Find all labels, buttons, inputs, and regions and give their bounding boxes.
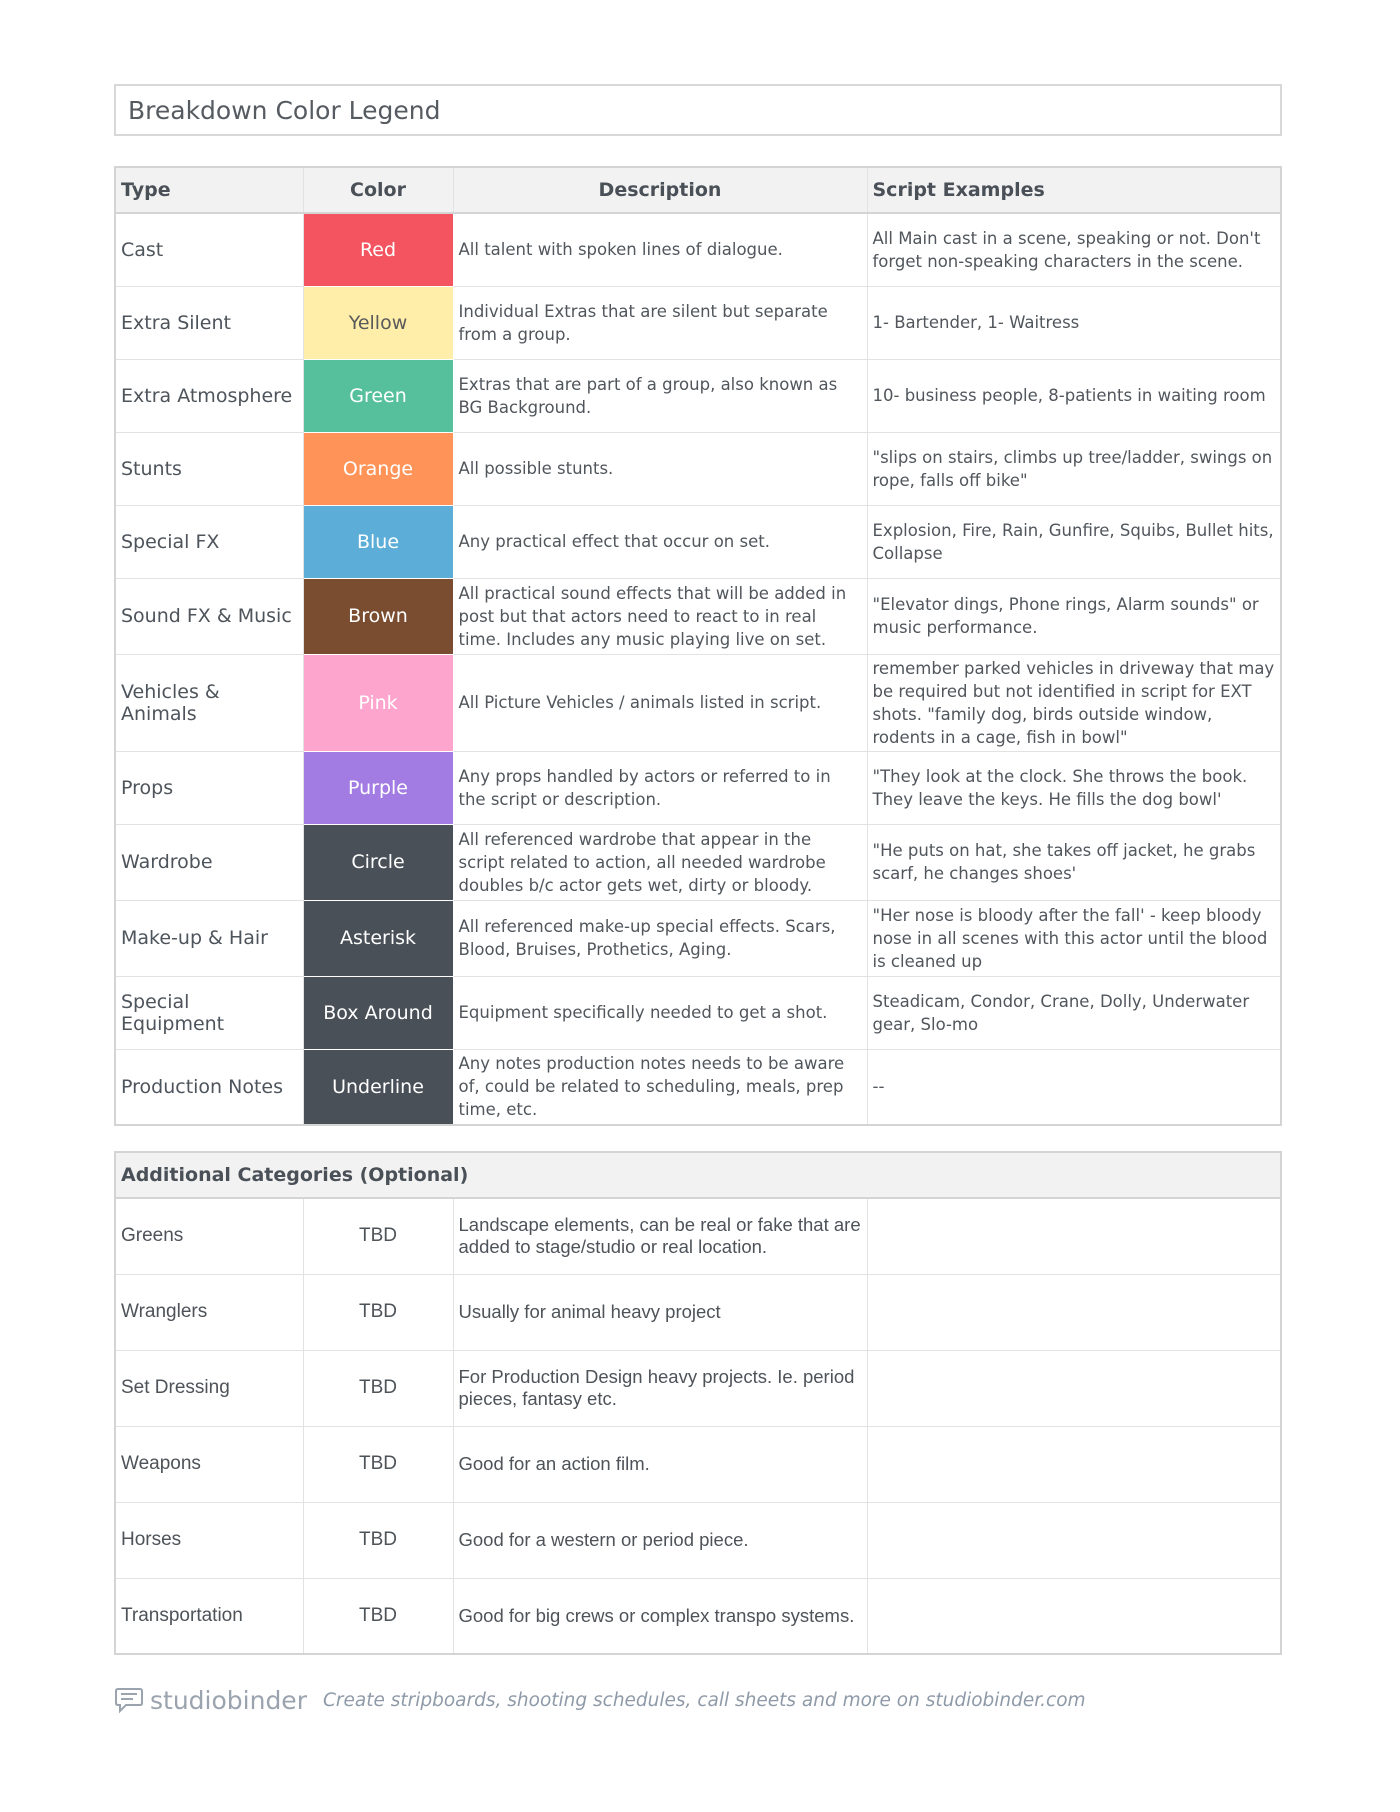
legend-row bbox=[115, 432, 1281, 505]
row-type: Extra Silent bbox=[115, 286, 303, 359]
row-type: Make-up & Hair bbox=[115, 900, 303, 976]
additional-categories-header: Additional Categories (Optional) bbox=[115, 1152, 1281, 1198]
row-description: All possible stunts. bbox=[453, 432, 867, 505]
color-swatch: Asterisk bbox=[303, 900, 453, 976]
studiobinder-logo[interactable] bbox=[114, 1686, 307, 1715]
legend-row bbox=[115, 824, 1281, 900]
legend-row bbox=[115, 578, 1281, 654]
row-color: TBD bbox=[303, 1426, 453, 1502]
row-color: TBD bbox=[303, 1350, 453, 1426]
additional-row bbox=[115, 1274, 1281, 1350]
row-type: Vehicles & Animals bbox=[115, 654, 303, 751]
row-type: Cast bbox=[115, 213, 303, 286]
additional-row bbox=[115, 1578, 1281, 1654]
row-description: Good for big crews or complex transpo systems. bbox=[453, 1578, 867, 1654]
legend-row bbox=[115, 751, 1281, 824]
footer-tagline: Create stripboards, shooting schedules, call sheets and more on studiobinder.com bbox=[322, 1689, 1086, 1711]
legend-row bbox=[115, 900, 1281, 976]
color-swatch: Underline bbox=[303, 1049, 453, 1125]
row-type: Special FX bbox=[115, 505, 303, 578]
page-title: Breakdown Color Legend bbox=[114, 84, 1282, 136]
row-description: All referenced wardrobe that appear in the script related to action, all needed wardrobe doubles b/c actor gets wet, dirty or bloody. bbox=[453, 824, 867, 900]
row-color: TBD bbox=[303, 1198, 453, 1274]
additional-header-row bbox=[115, 1152, 1281, 1198]
legend-row bbox=[115, 505, 1281, 578]
row-description: All Picture Vehicles / animals listed in script. bbox=[453, 654, 867, 751]
additional-categories-table bbox=[114, 1151, 1282, 1655]
row-script-example bbox=[867, 1274, 1281, 1350]
row-description: Good for an action film. bbox=[453, 1426, 867, 1502]
color-swatch: Orange bbox=[303, 432, 453, 505]
row-type: Stunts bbox=[115, 432, 303, 505]
legend-row bbox=[115, 213, 1281, 286]
row-type: Production Notes bbox=[115, 1049, 303, 1125]
color-swatch: Purple bbox=[303, 751, 453, 824]
header-description: Description bbox=[453, 167, 867, 213]
row-description: Any notes production notes needs to be aware of, could be related to scheduling, meals, prep time, etc. bbox=[453, 1049, 867, 1125]
row-description: All talent with spoken lines of dialogue. bbox=[453, 213, 867, 286]
logo-text: studiobinder bbox=[150, 1685, 307, 1715]
row-script-example bbox=[867, 1198, 1281, 1274]
row-script-example: "They look at the clock. She throws the book. They leave the keys. He fills the dog bowl' bbox=[867, 751, 1281, 824]
header-color: Color bbox=[303, 167, 453, 213]
row-type: Extra Atmosphere bbox=[115, 359, 303, 432]
legend-row bbox=[115, 976, 1281, 1049]
row-script-example: 10- business people, 8-patients in waiting room bbox=[867, 359, 1281, 432]
row-description: Landscape elements, can be real or fake that are added to stage/studio or real location. bbox=[453, 1198, 867, 1274]
legend-row bbox=[115, 359, 1281, 432]
additional-row bbox=[115, 1198, 1281, 1274]
row-color: TBD bbox=[303, 1274, 453, 1350]
additional-row bbox=[115, 1502, 1281, 1578]
row-description: Usually for animal heavy project bbox=[453, 1274, 867, 1350]
row-description: Good for a western or period piece. bbox=[453, 1502, 867, 1578]
legend-row bbox=[115, 654, 1281, 751]
row-script-example: "Elevator dings, Phone rings, Alarm sounds" or music performance. bbox=[867, 578, 1281, 654]
row-description: All practical sound effects that will be added in post but that actors need to react to in real time. Includes any music playing live on set. bbox=[453, 578, 867, 654]
row-script-example bbox=[867, 1578, 1281, 1654]
color-swatch: Circle bbox=[303, 824, 453, 900]
legend-row bbox=[115, 1049, 1281, 1125]
row-color: TBD bbox=[303, 1578, 453, 1654]
header-type: Type bbox=[115, 167, 303, 213]
color-swatch: Blue bbox=[303, 505, 453, 578]
row-type: Transportation bbox=[115, 1578, 303, 1654]
color-swatch: Green bbox=[303, 359, 453, 432]
row-type: Set Dressing bbox=[115, 1350, 303, 1426]
additional-row bbox=[115, 1350, 1281, 1426]
row-script-example: 1- Bartender, 1- Waitress bbox=[867, 286, 1281, 359]
row-type: Horses bbox=[115, 1502, 303, 1578]
color-swatch: Yellow bbox=[303, 286, 453, 359]
row-script-example: All Main cast in a scene, speaking or not. Don't forget non-speaking characters in the scene. bbox=[867, 213, 1281, 286]
legend-table bbox=[114, 166, 1282, 1126]
row-script-example: Steadicam, Condor, Crane, Dolly, Underwater gear, Slo-mo bbox=[867, 976, 1281, 1049]
row-type: Weapons bbox=[115, 1426, 303, 1502]
row-description: Any practical effect that occur on set. bbox=[453, 505, 867, 578]
color-swatch: Brown bbox=[303, 578, 453, 654]
row-script-example: Explosion, Fire, Rain, Gunfire, Squibs, Bullet hits, Collapse bbox=[867, 505, 1281, 578]
row-description: Individual Extras that are silent but separate from a group. bbox=[453, 286, 867, 359]
legend-header-row bbox=[115, 167, 1281, 213]
row-script-example: remember parked vehicles in driveway that may be required but not identified in script for EXT shots. "family dog, birds outside window, rodents in a cage, fish in bowl" bbox=[867, 654, 1281, 751]
row-type: Props bbox=[115, 751, 303, 824]
color-swatch: Pink bbox=[303, 654, 453, 751]
row-type: Wardrobe bbox=[115, 824, 303, 900]
row-description: Any props handled by actors or referred to in the script or description. bbox=[453, 751, 867, 824]
row-script-example: "He puts on hat, she takes off jacket, he grabs scarf, he changes shoes' bbox=[867, 824, 1281, 900]
footer bbox=[114, 1682, 1086, 1718]
row-description: All referenced make-up special effects. Scars, Blood, Bruises, Prothetics, Aging. bbox=[453, 900, 867, 976]
row-description: Equipment specifically needed to get a shot. bbox=[453, 976, 867, 1049]
row-description: Extras that are part of a group, also known as BG Background. bbox=[453, 359, 867, 432]
row-script-example bbox=[867, 1350, 1281, 1426]
header-script-examples: Script Examples bbox=[867, 167, 1281, 213]
color-swatch: Red bbox=[303, 213, 453, 286]
chat-bubble-icon bbox=[114, 1686, 144, 1714]
row-script-example bbox=[867, 1426, 1281, 1502]
row-type: Special Equipment bbox=[115, 976, 303, 1049]
row-script-example: "slips on stairs, climbs up tree/ladder, swings on rope, falls off bike" bbox=[867, 432, 1281, 505]
legend-row bbox=[115, 286, 1281, 359]
additional-row bbox=[115, 1426, 1281, 1502]
row-script-example: -- bbox=[867, 1049, 1281, 1125]
row-type: Sound FX & Music bbox=[115, 578, 303, 654]
row-script-example: "Her nose is bloody after the fall' - keep bloody nose in all scenes with this actor until the blood is cleaned up bbox=[867, 900, 1281, 976]
row-description: For Production Design heavy projects. Ie. period pieces, fantasy etc. bbox=[453, 1350, 867, 1426]
color-swatch: Box Around bbox=[303, 976, 453, 1049]
row-script-example bbox=[867, 1502, 1281, 1578]
row-color: TBD bbox=[303, 1502, 453, 1578]
row-type: Wranglers bbox=[115, 1274, 303, 1350]
row-type: Greens bbox=[115, 1198, 303, 1274]
